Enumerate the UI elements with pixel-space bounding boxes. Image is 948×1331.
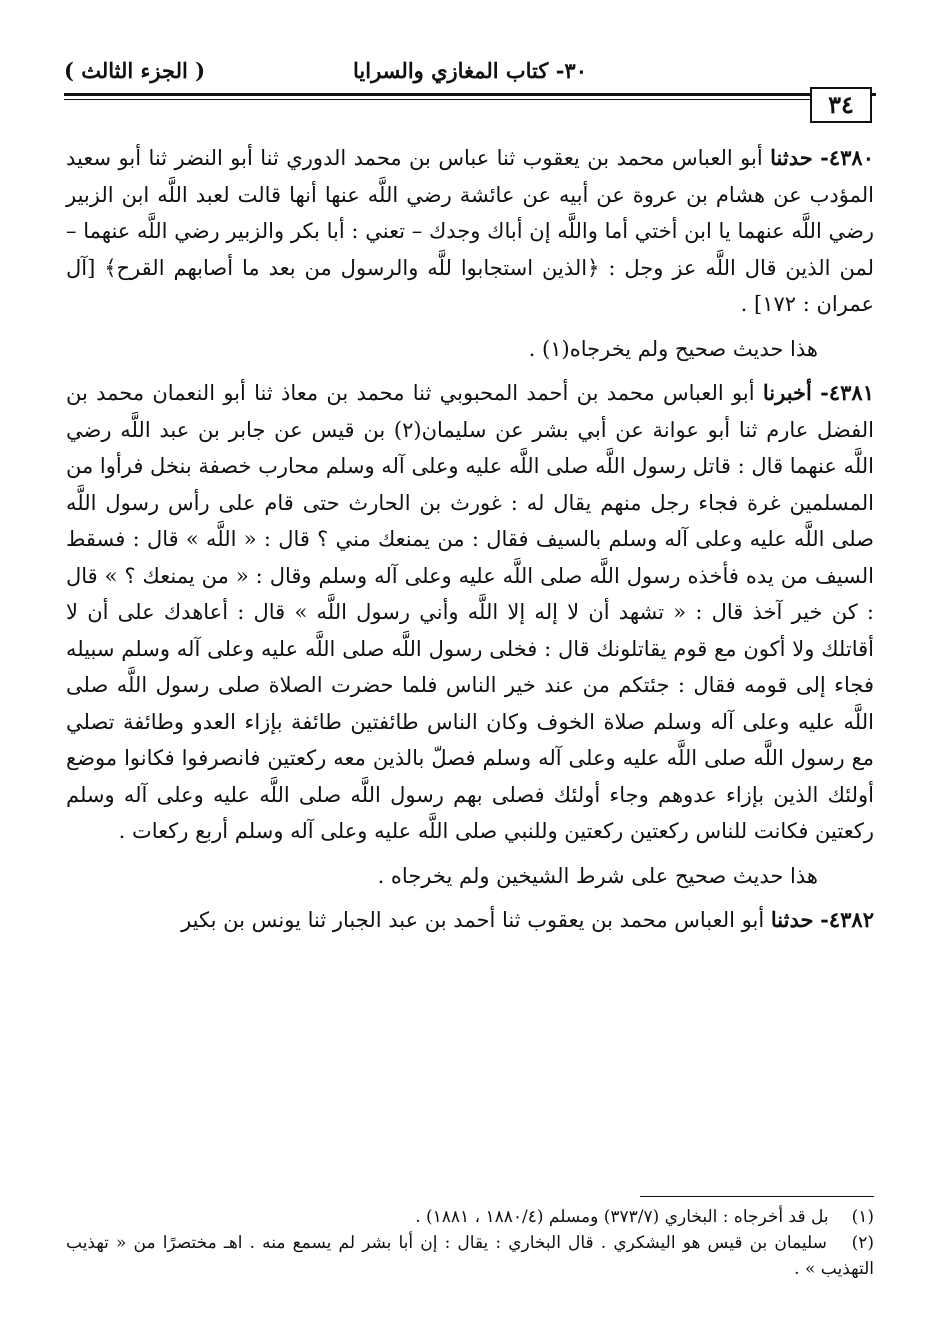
hadith-text: أبو العباس محمد بن أحمد المحبوبي ثنا محمد بن معاذ ثنا أبو النعمان محمد بن الفضل عارم ثنا أبو عوانة عن أبي بشر عن سليمان(٢) بن قيس عن جابر بن عبد اللَّه رضي اللَّه عنهما قال : قاتل رسول اللَّه صلى اللَّه عليه وعلى آله وسلم محارب خصفة بنخل فرأوا من المسلمين غرة فجاء رجل منهم يقال له : غورث بن الحارث حتى قام على رأس رسول اللَّه صلى اللَّه عليه وعلى آله وسلم بالسيف فقال : من يمنعك مني ؟ قال : « اللَّه » قال : فسقط السيف من يده فأخذه رسول اللَّه صلى اللَّه عليه وعلى آله وسلم وقال : « من يمنعك ؟ » قال : كن خير آخذ قال : « تشهد أن لا إله إلا اللَّه وأني رسول اللَّه » قال : أعاهدك على أن لا أقاتلك ولا أكون مع قوم يقاتلونك قال : فخلى رسول اللَّه صلى اللَّه عليه وعلى آله وسلم سبيله فجاء إلى قومه فقال : جئتكم من عند خير الناس فلما حضرت الصلاة صلى رسول اللَّه صلى اللَّه عليه وعلى آله وسلم صلاة الخوف وكان الناس طائفتين طائفة بإزاء العدو وطائفة تصلي مع رسول اللَّه صلى اللَّه عليه وعلى آله وسلم فصلّ بالذين معه ركعتين فانصرفوا فكانوا موضع أولئك الذين بإزاء عدوهم وجاء أولئك فصلى بهم رسول اللَّه صلى اللَّه عليه وعلى آله وسلم ركعتين فكانت للناس ركعتين ركعتين وللنبي صلى اللَّه عليه وعلى آله وسلم أربع ركعات . bbox=[66, 381, 874, 843]
footnote bbox=[66, 1230, 874, 1282]
footnote-text: سليمان بن قيس هو اليشكري . قال البخاري : يقال : إن أبا بشر لم يسمع منه . اهـ مختصرًا من « تهذيب التهذيب » . bbox=[66, 1233, 874, 1279]
main-text bbox=[66, 140, 874, 939]
footnote-separator bbox=[640, 1196, 874, 1197]
header-rule-thick bbox=[64, 93, 876, 96]
hadith-paragraph bbox=[66, 902, 874, 939]
hadith-number: ٤٣٨٢- bbox=[820, 907, 874, 932]
hadith-grading: هذا حديث صحيح ولم يخرجاه(١) . bbox=[528, 336, 818, 361]
chapter-title: ٣٠- كتاب المغازي والسرايا bbox=[353, 58, 587, 83]
hadith-number: ٤٣٨٠- bbox=[820, 145, 874, 170]
hadith-grading: هذا حديث صحيح على شرط الشيخين ولم يخرجاه . bbox=[377, 863, 818, 888]
hadith-text: أبو العباس محمد بن يعقوب ثنا عباس بن محمد الدوري ثنا أبو النضر ثنا أبو سعيد المؤدب عن هشام بن عروة عن أبيه عن عائشة رضي اللَّه عنها أنها قالت لعبد اللَّه ابن الزبير رضي اللَّه عنهما يا ابن أختي أما واللَّه إن أباك وجدك – تعني : أبا بكر والزبير رضي اللَّه عنهما – لمن الذين قال اللَّه عز وجل : ﴿الذين استجابوا للَّه والرسول من بعد ما أصابهم القرح﴾ [آل عمران : ١٧٢] . bbox=[66, 146, 874, 316]
hadith-lead-word: أخبرنا bbox=[762, 380, 812, 405]
volume-label: ( الجزء الثالث ) bbox=[64, 58, 206, 83]
footnote-mark: (٢) bbox=[851, 1233, 875, 1253]
hadith-paragraph bbox=[66, 140, 874, 323]
hadith-paragraph bbox=[66, 375, 874, 850]
footnote-text: بل قد أخرجاه : البخاري (٣٧٣/٧) ومسلم (١٨٨٠/٤ ، ١٨٨١) . bbox=[415, 1207, 829, 1227]
hadith-text: أبو العباس محمد بن يعقوب ثنا أحمد بن عبد الجبار ثنا يونس بن بكير bbox=[181, 908, 765, 932]
footnote-mark: (١) bbox=[851, 1207, 874, 1227]
running-header bbox=[64, 58, 876, 92]
hadith-lead-word: حدثنا bbox=[770, 145, 813, 170]
footnote bbox=[66, 1204, 874, 1230]
header-rule-thin bbox=[64, 99, 810, 100]
footnotes bbox=[66, 1204, 874, 1282]
hadith-lead-word: حدثنا bbox=[770, 907, 814, 932]
hadith-number: ٤٣٨١- bbox=[820, 380, 874, 405]
page-number: ٣٤ bbox=[810, 87, 872, 123]
